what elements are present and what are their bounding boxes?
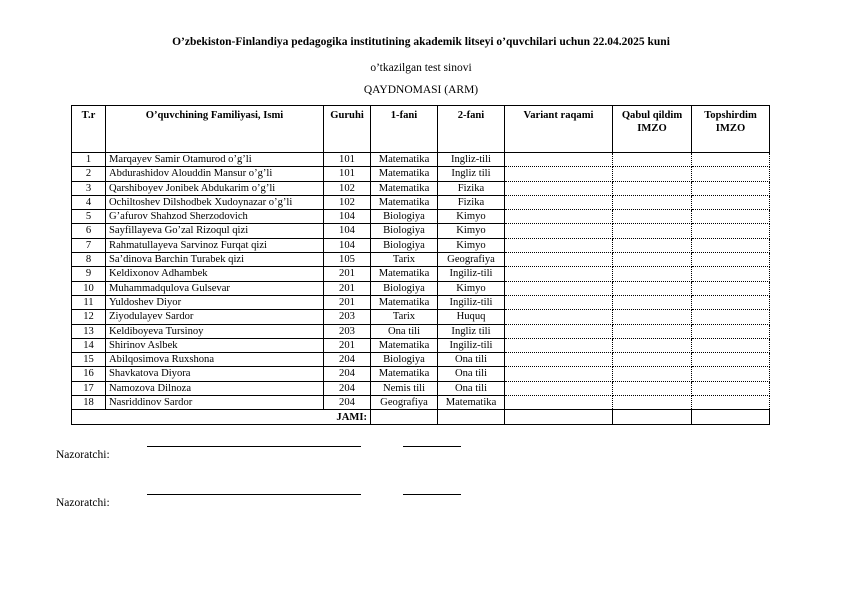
group: 102 <box>324 181 371 195</box>
group: 204 <box>324 367 371 381</box>
total-cell <box>613 410 692 425</box>
table-row <box>72 281 770 295</box>
subject2: Fizika <box>438 195 505 209</box>
student-name: Ziyodulayev Sardor <box>106 310 324 324</box>
group: 204 <box>324 396 371 410</box>
student-name: Qarshiboyev Jonibek Abdukarim o’g’li <box>106 181 324 195</box>
submitted-signature <box>692 181 770 195</box>
subject1: Matematika <box>371 338 438 352</box>
student-name: Namozova Dilnoza <box>106 381 324 395</box>
table-row <box>72 396 770 410</box>
document-title: O’zbekiston-Finlandiya pedagogika institutining akademik litseyi o’quvchilari uchun 22.04.2025 kuni <box>172 36 670 48</box>
subject1: Matematika <box>371 195 438 209</box>
subject2: Kimyo <box>438 238 505 252</box>
subject2: Ona tili <box>438 353 505 367</box>
submitted-signature <box>692 353 770 367</box>
group: 104 <box>324 238 371 252</box>
supervisor-name-line <box>147 494 361 495</box>
supervisor-label: Nazoratchi: <box>56 449 110 461</box>
variant-number <box>505 367 613 381</box>
table-row <box>72 295 770 309</box>
subject1: Geografiya <box>371 396 438 410</box>
row-number: 4 <box>72 195 106 209</box>
col-header-variant: Variant raqami <box>505 106 613 153</box>
table-row <box>72 310 770 324</box>
row-number: 6 <box>72 224 106 238</box>
subject2: Fizika <box>438 181 505 195</box>
submitted-signature <box>692 267 770 281</box>
table-row <box>72 167 770 181</box>
received-signature <box>613 396 692 410</box>
total-cell <box>505 410 613 425</box>
subject2: Ingliz tili <box>438 167 505 181</box>
submitted-signature <box>692 224 770 238</box>
received-signature <box>613 167 692 181</box>
submitted-signature <box>692 153 770 167</box>
table-row <box>72 367 770 381</box>
subject1: Biologiya <box>371 238 438 252</box>
submitted-signature <box>692 381 770 395</box>
document-heading: QAYDNOMASI (ARM) <box>363 84 479 96</box>
subject1: Matematika <box>371 267 438 281</box>
subject1: Tarix <box>371 253 438 267</box>
group: 203 <box>324 310 371 324</box>
group: 201 <box>324 338 371 352</box>
row-number: 2 <box>72 167 106 181</box>
col-header-no: T.r <box>72 106 106 153</box>
subject1: Tarix <box>371 310 438 324</box>
submitted-signature <box>692 310 770 324</box>
total-cell <box>438 410 505 425</box>
received-signature <box>613 353 692 367</box>
total-cell <box>692 410 770 425</box>
table-row <box>72 338 770 352</box>
table-row <box>72 210 770 224</box>
submitted-signature <box>692 167 770 181</box>
subject2: Kimyo <box>438 224 505 238</box>
register-table <box>71 105 770 425</box>
variant-number <box>505 224 613 238</box>
submitted-signature <box>692 281 770 295</box>
variant-number <box>505 295 613 309</box>
row-number: 5 <box>72 210 106 224</box>
received-signature <box>613 310 692 324</box>
received-signature <box>613 324 692 338</box>
table-row <box>72 381 770 395</box>
received-signature <box>613 295 692 309</box>
group: 201 <box>324 267 371 281</box>
total-row <box>72 410 770 425</box>
student-name: Abdurashidov Alouddin Mansur o’g’li <box>106 167 324 181</box>
document-subtitle: o’tkazilgan test sinovi <box>370 62 472 74</box>
total-label: JAMI: <box>72 410 371 425</box>
supervisor-signature-line <box>403 446 461 447</box>
variant-number <box>505 153 613 167</box>
variant-number <box>505 167 613 181</box>
table-header-row <box>72 106 770 153</box>
subject1: Biologiya <box>371 281 438 295</box>
subject2: Kimyo <box>438 210 505 224</box>
received-signature <box>613 195 692 209</box>
subject1: Biologiya <box>371 224 438 238</box>
subject2: Matematika <box>438 396 505 410</box>
received-signature <box>613 253 692 267</box>
variant-number <box>505 310 613 324</box>
row-number: 16 <box>72 367 106 381</box>
subject2: Ingliz tili <box>438 324 505 338</box>
variant-number <box>505 338 613 352</box>
row-number: 17 <box>72 381 106 395</box>
table-row <box>72 267 770 281</box>
student-name: Sa’dinova Barchin Turabek qizi <box>106 253 324 267</box>
subject2: Ingiliz-tili <box>438 295 505 309</box>
subject1: Biologiya <box>371 353 438 367</box>
variant-number <box>505 396 613 410</box>
subject1: Matematika <box>371 167 438 181</box>
received-signature <box>613 210 692 224</box>
variant-number <box>505 181 613 195</box>
variant-number <box>505 281 613 295</box>
supervisor-signature-line <box>403 494 461 495</box>
student-name: Nasriddinov Sardor <box>106 396 324 410</box>
row-number: 3 <box>72 181 106 195</box>
subject1: Matematika <box>371 153 438 167</box>
variant-number <box>505 210 613 224</box>
row-number: 8 <box>72 253 106 267</box>
variant-number <box>505 353 613 367</box>
group: 204 <box>324 353 371 367</box>
supervisor-label: Nazoratchi: <box>56 497 110 509</box>
received-signature <box>613 224 692 238</box>
total-cell <box>371 410 438 425</box>
subject2: Geografiya <box>438 253 505 267</box>
table-row <box>72 238 770 252</box>
variant-number <box>505 267 613 281</box>
subject2: Ingiliz-tili <box>438 338 505 352</box>
student-name: Keldiboyeva Tursinoy <box>106 324 324 338</box>
variant-number <box>505 238 613 252</box>
submitted-signature <box>692 367 770 381</box>
col-header-submitted: Topshirdim IMZO <box>692 106 770 153</box>
submitted-signature <box>692 238 770 252</box>
subject1: Ona tili <box>371 324 438 338</box>
group: 203 <box>324 324 371 338</box>
col-header-group: Guruhi <box>324 106 371 153</box>
student-name: Muhammadqulova Gulsevar <box>106 281 324 295</box>
submitted-signature <box>692 295 770 309</box>
student-name: Ochiltoshev Dilshodbek Xudoynazar o’g’li <box>106 195 324 209</box>
received-signature <box>613 267 692 281</box>
subject1: Matematika <box>371 295 438 309</box>
group: 102 <box>324 195 371 209</box>
table-row <box>72 353 770 367</box>
received-signature <box>613 181 692 195</box>
student-name: Sayfillayeva Go’zal Rizoqul qizi <box>106 224 324 238</box>
col-header-subject1: 1-fani <box>371 106 438 153</box>
student-name: Shavkatova Diyora <box>106 367 324 381</box>
received-signature <box>613 367 692 381</box>
received-signature <box>613 281 692 295</box>
table-row <box>72 224 770 238</box>
subject2: Ona tili <box>438 367 505 381</box>
student-name: Marqayev Samir Otamurod o’g’li <box>106 153 324 167</box>
col-header-subject2: 2-fani <box>438 106 505 153</box>
submitted-signature <box>692 396 770 410</box>
group: 101 <box>324 153 371 167</box>
variant-number <box>505 195 613 209</box>
submitted-signature <box>692 253 770 267</box>
submitted-signature <box>692 338 770 352</box>
subject1: Matematika <box>371 367 438 381</box>
table-row <box>72 153 770 167</box>
group: 201 <box>324 281 371 295</box>
row-number: 9 <box>72 267 106 281</box>
submitted-signature <box>692 210 770 224</box>
student-name: Abilqosimova Ruxshona <box>106 353 324 367</box>
subject1: Nemis tili <box>371 381 438 395</box>
row-number: 1 <box>72 153 106 167</box>
student-name: G’afurov Shahzod Sherzodovich <box>106 210 324 224</box>
subject2: Ingiliz-tili <box>438 267 505 281</box>
row-number: 13 <box>72 324 106 338</box>
received-signature <box>613 381 692 395</box>
row-number: 7 <box>72 238 106 252</box>
table-row <box>72 181 770 195</box>
student-name: Keldixonov Adhambek <box>106 267 324 281</box>
col-header-received: Qabul qildim IMZO <box>613 106 692 153</box>
table-row <box>72 324 770 338</box>
row-number: 18 <box>72 396 106 410</box>
variant-number <box>505 253 613 267</box>
subject2: Kimyo <box>438 281 505 295</box>
received-signature <box>613 238 692 252</box>
row-number: 15 <box>72 353 106 367</box>
group: 105 <box>324 253 371 267</box>
table-row <box>72 195 770 209</box>
received-signature <box>613 153 692 167</box>
subject1: Biologiya <box>371 210 438 224</box>
group: 104 <box>324 224 371 238</box>
subject2: Huquq <box>438 310 505 324</box>
student-name: Yuldoshev Diyor <box>106 295 324 309</box>
subject2: Ona tili <box>438 381 505 395</box>
group: 201 <box>324 295 371 309</box>
variant-number <box>505 381 613 395</box>
row-number: 12 <box>72 310 106 324</box>
row-number: 11 <box>72 295 106 309</box>
row-number: 14 <box>72 338 106 352</box>
subject1: Matematika <box>371 181 438 195</box>
group: 104 <box>324 210 371 224</box>
row-number: 10 <box>72 281 106 295</box>
student-name: Rahmatullayeva Sarvinoz Furqat qizi <box>106 238 324 252</box>
group: 101 <box>324 167 371 181</box>
subject2: Ingliz-tili <box>438 153 505 167</box>
col-header-name: O’quvchining Familiyasi, Ismi <box>106 106 324 153</box>
table-row <box>72 253 770 267</box>
submitted-signature <box>692 324 770 338</box>
group: 204 <box>324 381 371 395</box>
variant-number <box>505 324 613 338</box>
submitted-signature <box>692 195 770 209</box>
student-name: Shirinov Aslbek <box>106 338 324 352</box>
received-signature <box>613 338 692 352</box>
supervisor-name-line <box>147 446 361 447</box>
